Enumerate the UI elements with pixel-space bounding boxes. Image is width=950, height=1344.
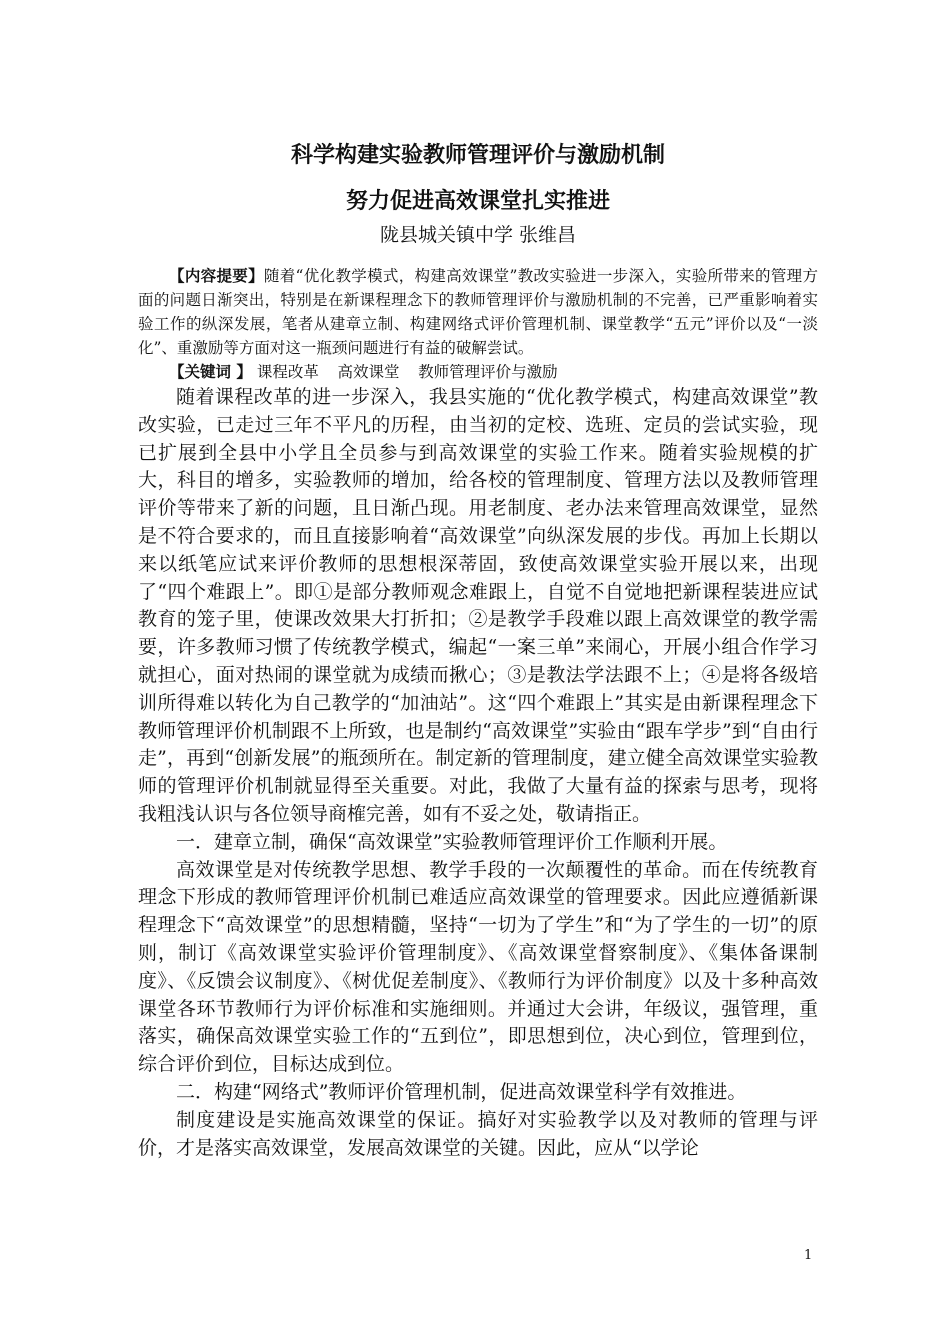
keyword-item: 课程改革 [256,363,319,381]
page-number: 1 [804,1248,813,1263]
document-title: 科学构建实验教师管理评价与激励机制 [290,143,665,168]
keyword-item: 教师管理评价与激励 [418,363,558,381]
body-paragraph: 制度建设是实施高效课堂的保证。搞好对实验教学以及对教师的管理与评价，才是落实高效课堂，发展高效课堂的关键。因此，应从“以学论 [138,1108,818,1159]
body-paragraph: 随着课程改革的进一步深入，我县实施的“优化教学模式，构建高效课堂”教改实验，已走过三年不平凡的历程，由当初的定校、选班、定员的尝试实验，现已扩展到全县中小学且全员参与到高效课堂的实验工作来。随着实验规模的扩大，科目的增多，实验教师的增加，给各校的管理制度、管理方法以及教师管理评价等带来了新的问题，且日渐凸现。用老制度、老办法来管理高效课堂，显然是不符合要求的，而且直接影响着“高效课堂”向纵深发展的步伐。再加上长期以来以纸笔应试来评价教师的思想根深蒂固，致使高效课堂实验开展以来，出现了“四个难跟上”。即①是部分教师观念难跟上，自觉不自觉地把新课程装进应试教育的笼子里，使课改效果大打折扣；②是教学手段难以跟上高效课堂的教学需要，许多教师习惯了传统教学模式，编起“一案三单”来闹心，开展小组合作学习就担心，面对热闹的课堂就为成绩而揪心；③是教法学法跟不上；④是将各级培训所得难以转化为自己教学的“加油站”。这“四个难跟上”其实是由新课程理念下教师管理评价机制跟不上所致，也是制约“高效课堂”实验由“跟车学步”到“自由行走”，再到“创新发展”的瓶颈所在。制定新的管理制度，建立健全高效课堂实验教师的管理评价机制就显得至关重要。对此，我做了大量有益的探索与思考，现将我粗浅认识与各位领导商榷完善，如有不妥之处，敬请指正。 [138,386,818,825]
document-subtitle: 努力促进高效课堂扎实推进 [345,189,610,214]
abstract-text: 随着“优化教学模式，构建高效课堂”教改实验进一步深入，实验所带来的管理方面的问题日渐突出，特别是在新课程理念下的教师管理评价与激励机制的不完善，已严重影响着实验工作的纵深发展，笔者从建章立制、构建网络式评价管理机制、课堂教学“五元”评价以及“一淡化”、重激励等方面对这一瓶颈问题进行有益的破解尝试。 [138,267,818,357]
document-body [138,140,818,1162]
section-heading: 一．建章立制，确保“高效课堂”实验教师管理评价工作顺利开展。 [176,830,728,853]
body-paragraph: 高效课堂是对传统教学思想、教学手段的一次颠覆性的革命。而在传统教育理念下形成的教师管理评价机制已难适应高效课堂的管理要求。因此应遵循新课程理念下“高效课堂”的思想精髓，坚持“一切为了学生”和“为了学生的一切”的原则，制订《高效课堂实验评价管理制度》、《高效课堂督察制度》、《集体备课制度》、《反馈会议制度》、《树优促差制度》、《教师行为评价制度》以及十多种高效课堂各环节教师行为评价标准和实施细则。并通过大会讲，年级议，强管理，重落实，确保高效课堂实验工作的“五到位”，即思想到位，决心到位，管理到位，综合评价到位，目标达成到位。 [138,858,818,1076]
author-line: 陇县城关镇中学 张维昌 [379,224,577,246]
section-heading: 二．构建“网络式”教师评价管理机制，促进高效课堂科学有效推进。 [176,1080,747,1103]
keywords-label: 【关键词 】 [169,363,252,381]
abstract-label: 【内容提要】 [169,267,264,285]
keywords [138,360,818,384]
keyword-item: 高效课堂 [337,363,400,381]
abstract [138,264,818,360]
